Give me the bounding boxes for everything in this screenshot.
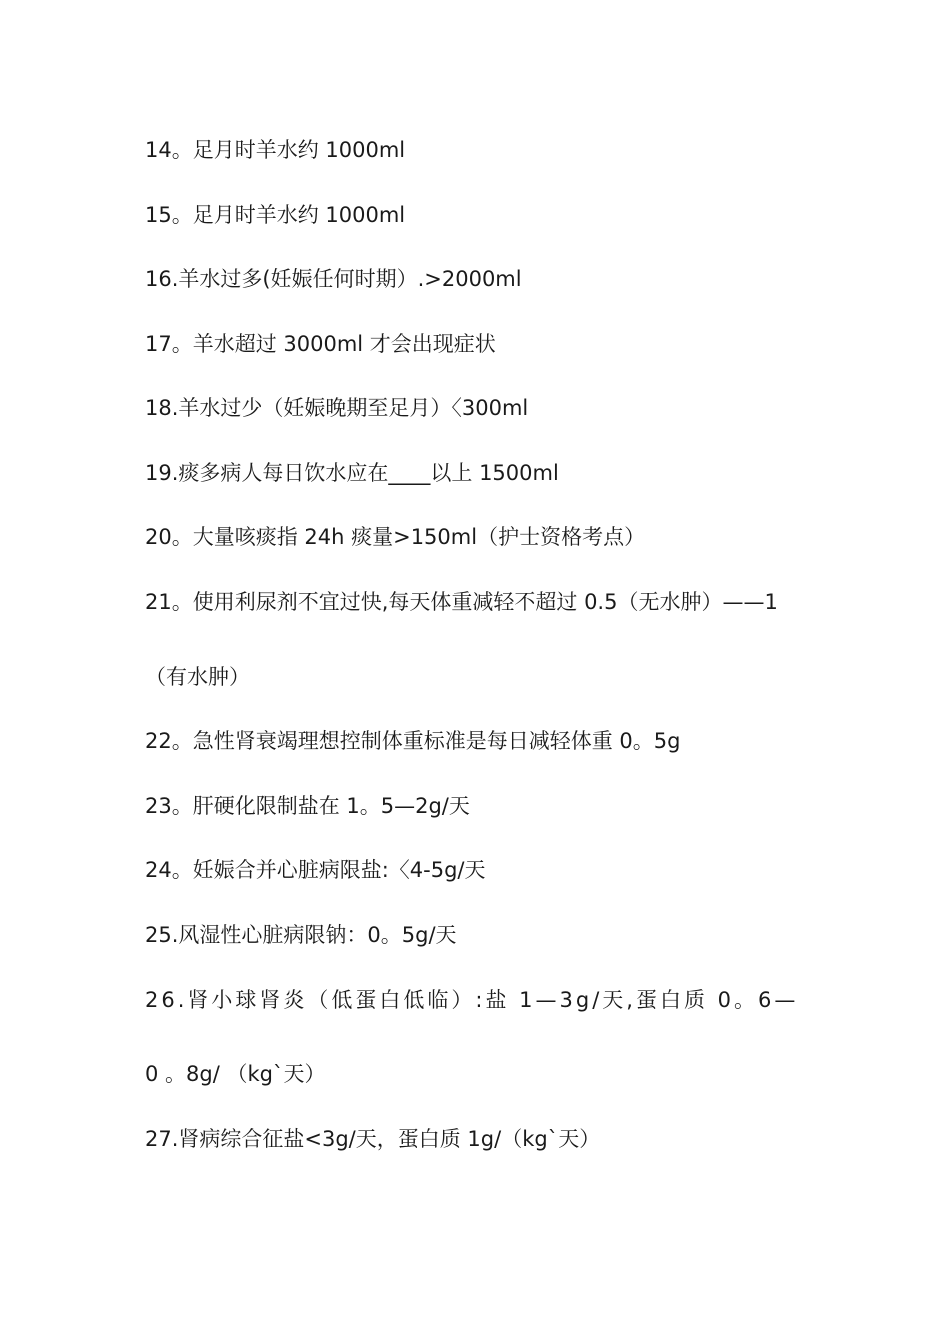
text-line-20: 20。大量咳痰指 24h 痰量>150ml（护士资格考点）: [145, 525, 646, 549]
text-line-21: 21。使用利尿剂不宜过快,每天体重减轻不超过 0.5（无水肿）——1: [145, 590, 778, 614]
text-line-25: 25.风湿性心脏病限钠：0。5g/天: [145, 923, 457, 947]
text-line-24: 24。妊娠合并心脏病限盐:〈4-5g/天: [145, 858, 486, 882]
text-line-14: 14。足月时羊水约 1000ml: [145, 138, 406, 162]
text-line-26-continued: 0 。8g/ （kg`天）: [145, 1062, 326, 1086]
text-line-16: 16.羊水过多(妊娠任何时期）.>2000ml: [145, 267, 522, 291]
text-line-27: 27.肾病综合征盐<3g/天，蛋白质 1g/（kg`天）: [145, 1127, 601, 1151]
text-line-26: 26.肾小球肾炎（低蛋白低临）:盐 1—3g/天,蛋白质 0。6—: [145, 988, 799, 1012]
text-line-23: 23。肝硬化限制盐在 1。5—2g/天: [145, 794, 470, 818]
text-line-19: 19.痰多病人每日饮水应在____以上 1500ml: [145, 461, 559, 485]
text-line-15: 15。足月时羊水约 1000ml: [145, 203, 406, 227]
text-line-18: 18.羊水过少（妊娠晚期至足月）〈300ml: [145, 396, 529, 420]
text-line-17: 17。羊水超过 3000ml 才会出现症状: [145, 332, 496, 356]
text-line-22: 22。急性肾衰竭理想控制体重标准是每日减轻体重 0。5g: [145, 729, 681, 753]
text-line-21-continued: （有水肿）: [145, 665, 250, 689]
